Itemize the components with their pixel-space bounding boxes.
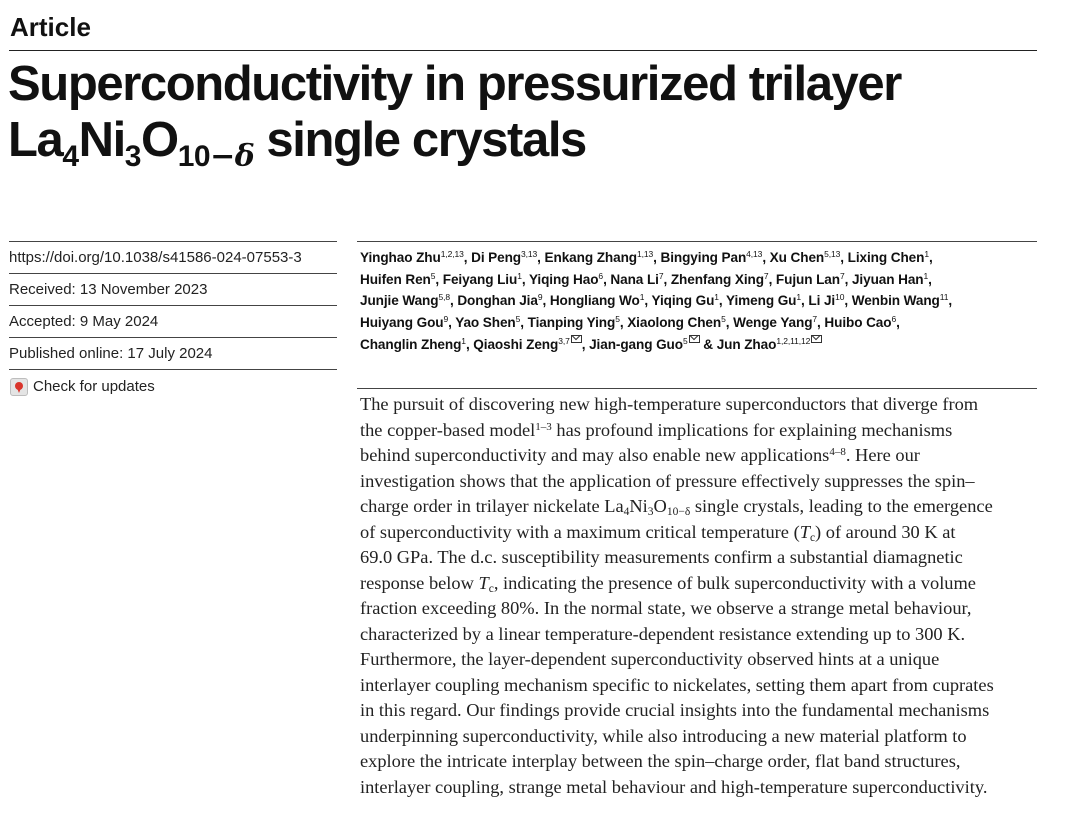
author-name[interactable]	[776, 272, 845, 287]
affiliation-superscript: 1,2,11,12	[776, 335, 811, 346]
abstract-text: of superconductivity with a maximum critical temperature (	[360, 521, 800, 542]
affiliation-superscript: 6	[891, 314, 897, 325]
affiliation-superscript: 1,2,13	[440, 249, 464, 259]
author-name[interactable]	[808, 293, 844, 308]
paper-title	[8, 56, 1058, 174]
author-name[interactable]	[550, 293, 645, 308]
title-line-2: single crystals	[254, 113, 586, 167]
article-type-label: Article	[10, 12, 91, 42]
affiliation-superscript: 5	[615, 314, 620, 325]
abstract-line: interlayer coupling mechanism specific to nickelates, setting them apart from cuprates	[360, 674, 994, 695]
author-name-text: Xiaolong Chen	[627, 315, 722, 331]
affiliation-superscript: 1	[639, 292, 645, 303]
author-name-text: Yinghao Zhu	[360, 250, 441, 265]
abstract-text: behind superconductivity and may also enable new applications	[360, 445, 830, 465]
affiliation-superscript: 1	[796, 292, 802, 303]
formula-subscript: 3	[647, 506, 654, 518]
author-name[interactable]	[726, 293, 801, 308]
abstract-text: , indicating the presence of bulk superconductivity with a volume	[493, 572, 976, 593]
check-for-updates-button[interactable]	[9, 370, 337, 404]
affiliation-superscript: 11	[939, 292, 949, 303]
author-name[interactable]	[671, 272, 769, 287]
author-name-text: Jian-gang Guo	[589, 336, 683, 352]
title-formula-ni: Ni	[78, 113, 125, 167]
author-name-text: Feiyang Liu	[442, 271, 518, 287]
author-name[interactable]	[627, 315, 726, 330]
author-name-text: Wenbin Wang	[851, 293, 940, 309]
affiliation-superscript: 5	[682, 335, 688, 346]
author-name-text: Wenge Yang	[733, 315, 813, 331]
check-for-updates-label: Check for updates	[33, 378, 155, 395]
article-metadata	[9, 241, 337, 404]
author-name[interactable]	[443, 272, 522, 287]
abstract-line	[360, 443, 1050, 469]
author-name-text: Jun Zhao	[716, 336, 777, 352]
affiliation-superscript: 5,13	[824, 249, 841, 259]
abstract-line: explore the intricate interplay between the spin–charge order, flat band structures,	[360, 751, 961, 771]
abstract-text: . Here our	[845, 445, 920, 465]
author-name-text: Yimeng Gu	[726, 293, 797, 309]
tc-symbol: T	[478, 572, 489, 593]
email-icon[interactable]	[571, 335, 582, 343]
author-name-text: Yiqing Hao	[528, 271, 599, 287]
author-name[interactable]	[360, 272, 435, 287]
author-name[interactable]	[848, 250, 929, 265]
affiliation-superscript: 1	[517, 270, 522, 281]
affiliation-superscript: 3,7	[558, 335, 570, 346]
title-formula-o: O	[140, 113, 178, 167]
author-name-text: Tianping Ying	[527, 315, 616, 331]
abstract-line	[360, 571, 1050, 597]
abstract-line: investigation shows that the application of pressure effectively suppresses the spin–	[360, 470, 975, 491]
abstract-line: characterized by a linear temperature-dependent resistance extending up to 300 K.	[360, 623, 966, 644]
author-name[interactable]	[852, 293, 949, 308]
title-sub-delta: −δ	[210, 139, 255, 174]
author-name[interactable]	[360, 315, 448, 330]
affiliation-superscript: 3,13	[521, 249, 538, 259]
accepted-date: Accepted: 9 May 2024	[9, 305, 337, 337]
affiliation-superscript: 1	[924, 249, 929, 259]
title-line-1: Superconductivity in pressurized trilayer	[8, 57, 901, 111]
abstract-text: response below	[360, 572, 479, 593]
tc-subscript: c	[809, 531, 816, 544]
author-name[interactable]	[545, 250, 654, 265]
affiliation-superscript: 1	[714, 292, 719, 303]
author-name-text: Donghan Jia	[457, 293, 538, 309]
tc-subscript: c	[488, 582, 494, 595]
affiliation-superscript: 1	[461, 335, 466, 346]
affiliation-superscript: 7	[763, 270, 769, 281]
author-name[interactable]	[360, 337, 466, 352]
author-name-text: Qiaoshi Zeng	[473, 336, 559, 352]
abstract-text: has profound implications for explaining mechanisms	[551, 419, 953, 440]
affiliation-superscript: 5,8	[438, 292, 450, 303]
author-name[interactable]	[471, 250, 537, 265]
crossmark-icon	[10, 378, 28, 396]
abstract-line	[360, 418, 1050, 444]
author-name-text: Di Peng	[471, 250, 522, 265]
affiliation-superscript: 5	[430, 270, 436, 281]
author-name-text: Hongliang Wo	[549, 293, 640, 309]
author-list: Yinghao Zhu$^{1,2,13}$, Di Peng$^{3,13}$, Enkang Zhang$^{1,13}$, Bingying Pan$^{4,13}$, Xu Chen$^{5,13}$, Lixing Chen$^1$, Huifen Ren$^5$, Feiyang Liu$^1$, Yiqing Hao$^6$, Nana Li$^7$, Zhenfang Xing$^7$, Fujun Lan$^7$, Jiyuan Han$^1$, Junjie Wang$^{5,8}$, Donghan Jia$^9$, Hongliang Wo$^1$, Yiqing Gu$^1$, Yimeng Gu$^1$, Li Ji$^{10}$, Wenbin Wang$^{11}$, Huiyang Gou$^9$, Yao Shen$^5$, Tianping Ying$^5$, Xiaolong Chen$^5$, Wenge Yang$^7$, Huibo Cao$^6$, Changlin Zheng$^1$, Qiaoshi Zeng$^{3,7}$ , Jian-gang Guo$^5$ & Jun Zhao$^{1,2,11,12}$	[360, 249, 953, 352]
received-date: Received: 13 November 2023	[9, 273, 337, 305]
affiliation-superscript: 10	[835, 292, 845, 303]
email-icon[interactable]	[689, 335, 700, 343]
abstract-line: in this regard. Our findings provide crucial insights into the fundamental mechanisms	[360, 700, 990, 720]
affiliation-superscript: 9	[537, 292, 543, 303]
author-name-text: Jiyuan Han	[851, 271, 924, 287]
abstract-text: the copper-based model	[360, 419, 536, 440]
abstract-text: single crystals, leading to the emergence	[690, 496, 993, 516]
author-name-text: Huiyang Gou	[360, 315, 444, 331]
formula-subscript: 4	[623, 506, 630, 518]
title-sub-10: 10	[177, 140, 211, 173]
author-name-text: Bingying Pan	[660, 250, 747, 265]
formula-subscript: 10−δ	[666, 506, 691, 518]
abstract-line: The pursuit of discovering new high-temperature superconductors that diverge from	[360, 394, 979, 414]
formula-text: Ni	[629, 496, 648, 516]
affiliation-superscript: 5	[515, 314, 521, 325]
author-name[interactable]	[661, 250, 763, 265]
title-formula-la: La	[8, 113, 63, 167]
citation-ref[interactable]: 1–3	[535, 420, 552, 433]
author-name[interactable]	[457, 293, 542, 308]
author-name[interactable]	[733, 315, 817, 330]
author-name-text: Nana Li	[610, 271, 659, 287]
title-formula	[8, 113, 255, 174]
author-name[interactable]	[610, 272, 663, 287]
author-name-text: Xu Chen	[769, 250, 825, 265]
author-name[interactable]	[360, 250, 464, 265]
author-name[interactable]	[770, 250, 841, 265]
author-name[interactable]	[652, 293, 719, 308]
affiliation-superscript: 7	[839, 270, 845, 281]
author-name-text: Fujun Lan	[775, 271, 840, 287]
affiliation-superscript: 1,13	[636, 249, 654, 259]
affiliation-superscript: 7	[812, 314, 818, 325]
affiliation-superscript: 6	[598, 270, 604, 281]
citation-ref[interactable]: 4–8	[829, 446, 846, 458]
author-name-text: Junjie Wang	[360, 293, 439, 309]
author-name[interactable]	[852, 272, 928, 287]
author-name[interactable]	[473, 337, 581, 352]
author-name-text: Huifen Ren	[360, 271, 431, 287]
author-name-text: Huibo Cao	[824, 315, 892, 331]
title-sub-3: 3	[124, 140, 141, 173]
author-name-text: Li Ji	[808, 293, 836, 309]
abstract-divider	[357, 388, 1037, 389]
formula-text: O	[653, 496, 667, 516]
abstract	[360, 392, 1050, 800]
title-sub-4: 4	[62, 140, 79, 173]
author-name-text: Changlin Zheng	[360, 336, 462, 352]
affiliation-superscript: 5	[721, 314, 726, 325]
abstract-line: fraction exceeding 80%. In the normal state, we observe a strange metal behaviour,	[360, 598, 972, 618]
author-name-text: Enkang Zhang	[544, 250, 637, 265]
author-name-text: Yao Shen	[455, 315, 516, 331]
affiliation-superscript: 7	[658, 270, 664, 281]
abstract-line: underpinning superconductivity, while also introducing a new material platform to	[360, 725, 967, 746]
header-divider	[9, 50, 1037, 51]
authors-divider	[357, 241, 1037, 242]
published-date: Published online: 17 July 2024	[9, 337, 337, 370]
author-name-text: Zhenfang Xing	[670, 271, 764, 287]
abstract-line: interlayer coupling, strange metal behaviour and high-temperature superconductivity.	[360, 776, 988, 797]
author-name[interactable]	[360, 293, 450, 308]
doi-link[interactable]: https://doi.org/10.1038/s41586-024-07553-3	[9, 241, 337, 273]
abstract-line	[360, 494, 1050, 520]
abstract-text: ) of around 30 K at	[815, 521, 956, 542]
author-name[interactable]	[717, 337, 823, 352]
email-icon[interactable]	[811, 335, 822, 343]
abstract-line	[360, 520, 1050, 546]
abstract-line: 69.0 GPa. The d.c. susceptibility measurements confirm a substantial diamagnetic	[360, 547, 963, 567]
author-name[interactable]	[589, 337, 700, 352]
author-name[interactable]	[455, 315, 520, 330]
tc-symbol: T	[799, 521, 810, 542]
title-sub-10-delta	[178, 140, 255, 173]
affiliation-superscript: 9	[443, 314, 449, 325]
author-name[interactable]	[529, 272, 603, 287]
author-name-text: Lixing Chen	[847, 250, 925, 265]
affiliation-superscript: 1	[923, 270, 929, 281]
author-name-text: Yiqing Gu	[651, 293, 715, 309]
abstract-text: charge order in trilayer nickelate La	[360, 496, 624, 516]
authors-conjunction: &	[703, 336, 713, 352]
author-name[interactable]	[528, 315, 620, 330]
abstract-line: Furthermore, the layer-dependent superconductivity observed hints at a unique	[360, 649, 940, 669]
author-name[interactable]	[824, 315, 896, 330]
affiliation-superscript: 4,13	[746, 249, 763, 259]
